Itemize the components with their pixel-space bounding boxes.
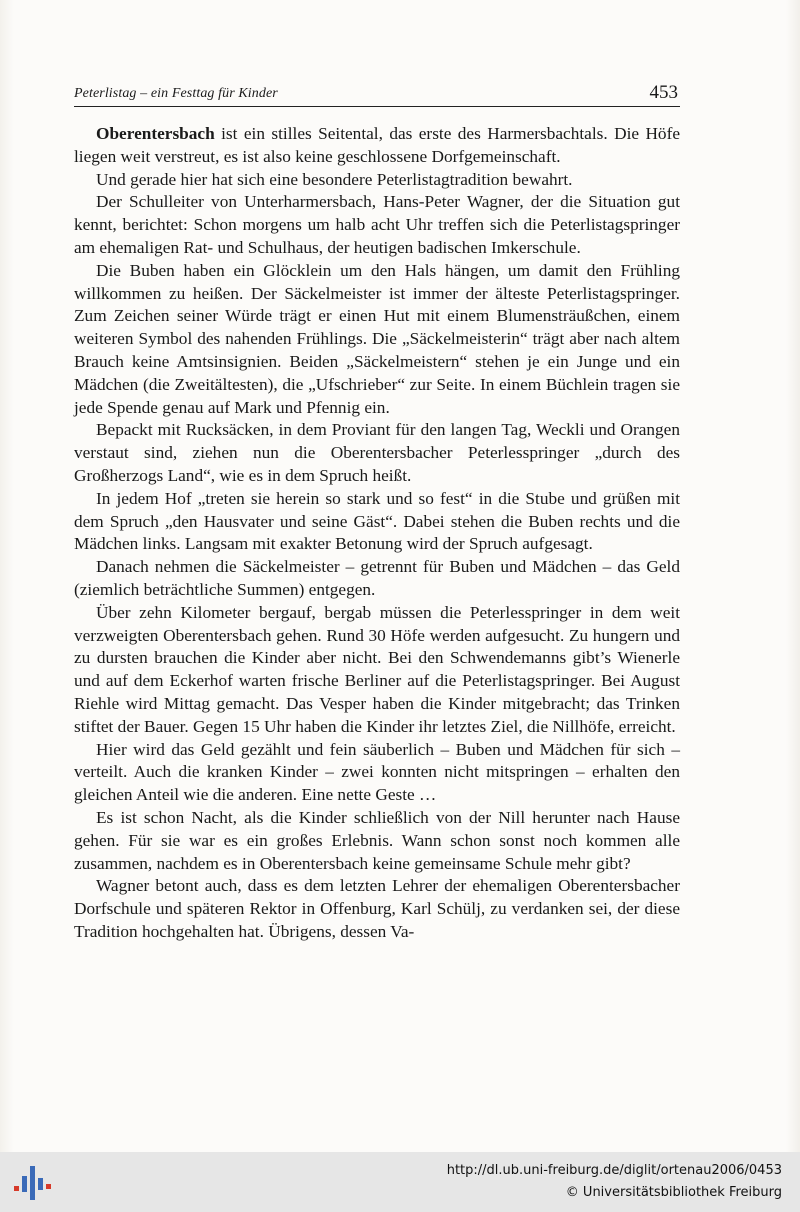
paragraph: Wagner betont auch, dass es dem letzten Lehrer der ehemaligen Oberentersbacher Dorfschule und späteren Rektor in Offenburg, Karl Schülj, zu verdanken sei, der diese Tradition hochgehalten hat. Übrigens, dessen Va-: [74, 876, 680, 941]
footer-bar: [0, 1152, 800, 1212]
paragraph: Bepackt mit Rucksäcken, in dem Proviant für den langen Tag, Weckli und Orangen verstaut sind, ziehen nun die Oberentersbacher Peterlesspringer „durch des Großherzogs Land“, wie es in dem Spruch heißt.: [74, 420, 680, 485]
paragraph: [74, 123, 680, 169]
paragraph: Hier wird das Geld gezählt und fein säuberlich – Buben und Mädchen für sich – verteilt. Auch die kranken Kinder – zwei konnten nicht mitspringen – erhalten den gleichen Anteil wie die anderen. Eine nette Geste …: [74, 739, 680, 805]
lead-word: Oberentersbach: [96, 124, 215, 143]
paragraph: In jedem Hof „treten sie herein so stark und so fest“ in die Stube und grüßen mit dem Spruch „den Hausvater und seine Gäst“. Dabei stehen die Buben rechts und die Mädchen links. Langsam mit exakter Betonung wird der Spruch aufgesagt.: [74, 488, 680, 554]
copyright-text: © Universitätsbibliothek Freiburg: [565, 1185, 782, 1200]
paragraph: Über zehn Kilometer bergauf, bergab müssen die Peterlesspringer in dem weit verzweigten Oberentersbach gehen. Rund 30 Höfe werden aufgesucht. Zu hungern und zu dursten brauchen die Kinder aber nicht. Bei den Schwendemanns gibt’s Wienerle und auf dem Eckerhof warten frische Berliner auf die Peterlistagspringer. Bei August Riehle wird Mittag gemacht. Das Vesper haben die Kinder mitgebracht; das Trinken stiftet der Bauer. Gegen 15 Uhr haben die Kinder ihr letztes Ziel, die Nillhöfe, erreicht.: [74, 602, 680, 736]
paragraph: Und gerade hier hat sich eine besondere Peterlistagtradition bewahrt.: [96, 169, 573, 189]
paragraph: Es ist schon Nacht, als die Kinder schließlich von der Nill herunter nach Hause gehen. Für sie war es ein großes Erlebnis. Wann schon sonst noch kommen alle zusammen, nachdem es in Oberentersbach keine gemeinsame Schule mehr gibt?: [74, 807, 680, 873]
paragraph: Danach nehmen die Säckelmeister – getrennt für Buben und Mädchen – das Geld (ziemlich beträchtliche Summen) entgegen.: [74, 557, 680, 599]
paragraph: Der Schulleiter von Unterharmersbach, Hans-Peter Wagner, der die Situation gut kennt, berichtet: Schon morgens um halb acht Uhr treffen sich die Peterlistagspringer am ehemaligen Rat- und Schulhaus, der heutigen badischen Imkerschule.: [74, 192, 680, 257]
library-logo-icon[interactable]: [10, 1160, 54, 1204]
running-header: [74, 82, 680, 107]
body-text: [74, 123, 680, 944]
page-number: 453: [649, 82, 678, 103]
paragraph: Die Buben haben ein Glöcklein um den Hals hängen, um damit den Frühling willkommen zu heißen. Der Säckelmeister ist immer der älteste Peterlistagspringer. Zum Zeichen seiner Würde trägt er einen Hut mit einem Blumensträußchen, einem weiteren Symbol des nahenden Frühlings. Die „Säckelmeisterin“ trägt aber nach altem Brauch keine Amtsinsignien. Beiden „Säckelmeistern“ stehen je ein Junge und ein Mädchen (die Zweitältesten), die „Ufschrieber“ zur Seite. In einem Büchlein tragen sie jede Spende genau auf Mark und Pfennig ein.: [74, 260, 680, 417]
digital-library-link[interactable]: http://dl.ub.uni-freiburg.de/diglit/ortenau2006/0453: [446, 1163, 782, 1178]
paragraph-text: ist ein stilles Seitental, das erste des Harmersbachtals. Die Höfe liegen weit verstreut, es ist also keine geschlossene Dorfgemeinschaft.: [74, 124, 680, 166]
header-title: Peterlistag – ein Festtag für Kinder: [74, 86, 278, 101]
